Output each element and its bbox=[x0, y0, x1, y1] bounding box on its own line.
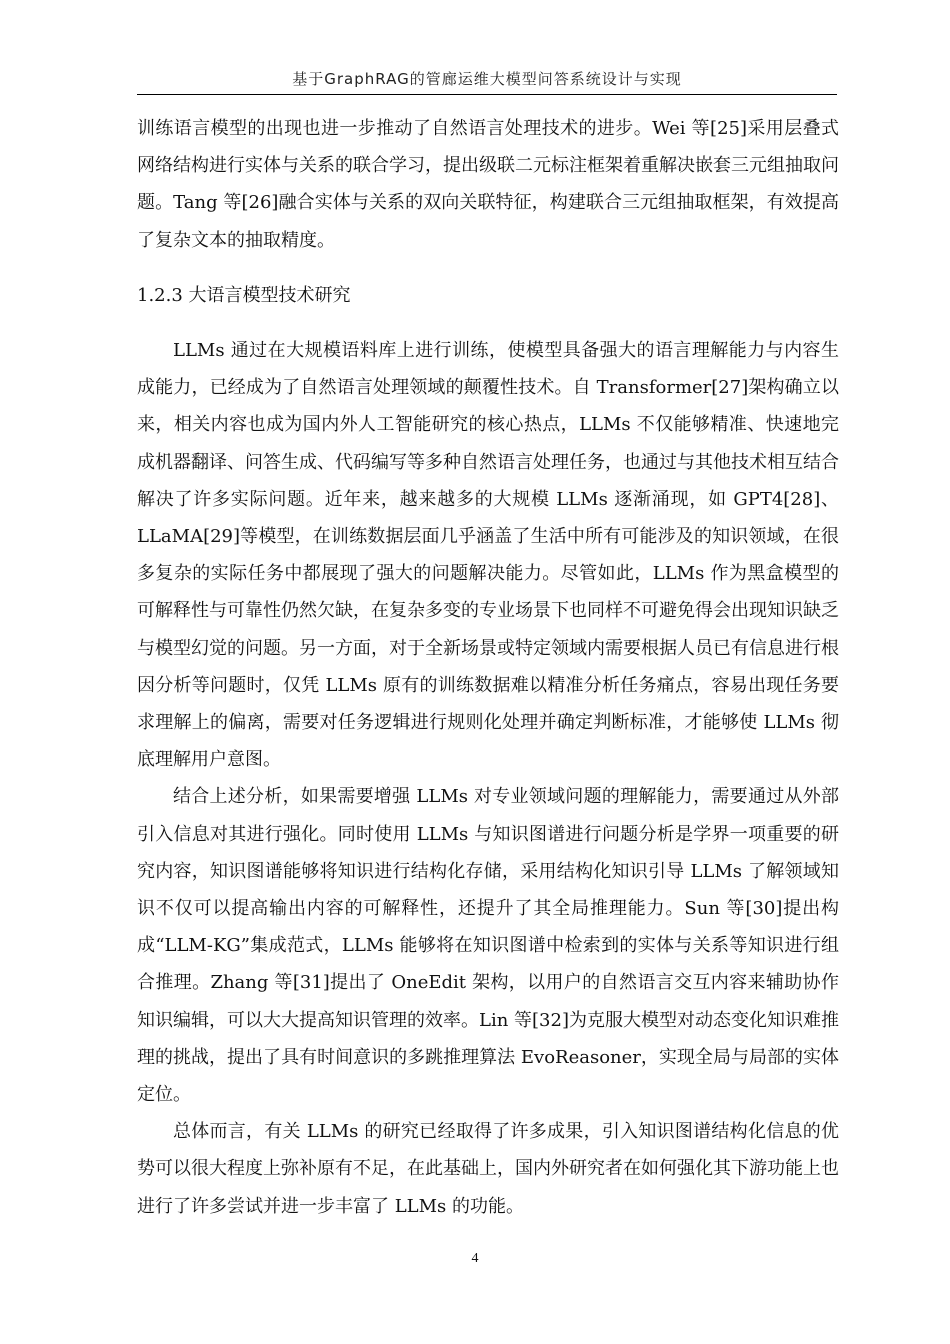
body-text bbox=[137, 110, 839, 1225]
paragraph: 结合上述分析，如果需要增强 LLMs 对专业领域问题的理解能力，需要通过从外部引入信息对其进行强化。同时使用 LLMs 与知识图谱进行问题分析是学界一项重要的研究内容，知识图谱能够将知识进行结构化存储，采用结构化知识引导 LLMs 了解领域知识不仅可以提高输出内容的可解释性，还提升了其全局推理能力。Sun 等[30]提出构成“LLM-KG”集成范式，LLMs 能够将在知识图谱中检索到的实体与关系等知识进行组合推理。Zhang 等[31]提出了 OneEdit 架构，以用户的自然语言交互内容来辅助协作知识编辑，可以大大提高知识管理的效率。Lin 等[32]为克服大模型对动态变化知识难推理的挑战，提出了具有时间意识的多跳推理算法 EvoReasoner，实现全局与局部的实体定位。 bbox=[137, 786, 839, 1106]
paragraph: 总体而言，有关 LLMs 的研究已经取得了许多成果，引入知识图谱结构化信息的优势可以很大程度上弥补原有不足，在此基础上，国内外研究者在如何强化其下游功能上也进行了许多尝试并进一步丰富了 LLMs 的功能。 bbox=[137, 1121, 839, 1217]
section-heading: 1.2.3 大语言模型技术研究 bbox=[137, 284, 351, 306]
header-rule bbox=[137, 94, 837, 95]
running-header: 基于GraphRAG的管廊运维大模型问答系统设计与实现 bbox=[292, 70, 682, 88]
paragraph: LLMs 通过在大规模语料库上进行训练，使模型具备强大的语言理解能力与内容生成能力，已经成为了自然语言处理领域的颠覆性技术。自 Transformer[27]架构确立以来，相关内容也成为国内外人工智能研究的核心热点，LLMs 不仅能够精准、快速地完成机器翻译、问答生成、代码编写等多种自然语言处理任务，也通过与其他技术相互结合解决了许多实际问题。近年来，越来越多的大规模 LLMs 逐渐涌现，如 GPT4[28]、LLaMA[29]等模型，在训练数据层面几乎涵盖了生活中所有可能涉及的知识领域，在很多复杂的实际任务中都展现了强大的问题解决能力。尽管如此，LLMs 作为黑盒模型的可解释性与可靠性仍然欠缺，在复杂多变的专业场景下也同样不可避免得会出现知识缺乏与模型幻觉的问题。另一方面，对于全新场景或特定领域内需要根据人员已有信息进行根因分析等问题时，仅凭 LLMs 原有的训练数据难以精准分析任务痛点，容易出现任务要求理解上的偏离，需要对任务逻辑进行规则化处理并确定判断标准，才能够使 LLMs 彻底理解用户意图。 bbox=[137, 340, 839, 771]
paragraph-continued: 训练语言模型的出现也进一步推动了自然语言处理技术的进步。Wei 等[25]采用层叠式网络结构进行实体与关系的联合学习，提出级联二元标注框架着重解决嵌套三元组抽取问题。Tang 等[26]融合实体与关系的双向关联特征，构建联合三元组抽取框架，有效提高了复杂文本的抽取精度。 bbox=[137, 118, 839, 251]
page-number: 4 bbox=[471, 1251, 479, 1266]
